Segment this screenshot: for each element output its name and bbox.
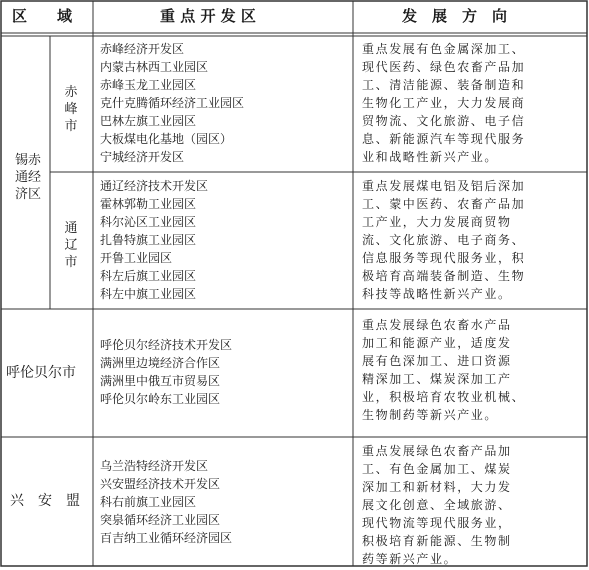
chifeng-name — [62, 84, 80, 135]
zone-item: 呼伦贝尔岭东工业园区 — [100, 392, 221, 406]
direction-line: 工产业，大力发展商贸物 — [362, 215, 512, 229]
direction-line: 信息服务等现代服务业，积 — [362, 251, 526, 265]
chifeng-direction — [362, 40, 525, 166]
direction-line: 重点发展有色金属深加工、 — [362, 42, 526, 56]
tongliao-direction — [362, 177, 525, 303]
zone-item: 科左中旗工业园区 — [100, 287, 197, 301]
direction-line: 流、文化旅游、电子商务、 — [362, 233, 526, 247]
zone-item: 扎鲁特旗工业园区 — [100, 233, 197, 247]
tongliao-name — [62, 220, 80, 271]
zone-item: 大板煤电化基地（园区） — [100, 132, 233, 146]
direction-line: 工、清洁能源、装备制造和 — [362, 78, 526, 92]
direction-line: 工、蒙中医药、农畜产品加 — [362, 197, 526, 211]
zone-item: 科右前旗工业园区 — [100, 495, 197, 509]
direction-line: 精深加工、煤炭深加工产 — [362, 372, 512, 386]
hulunbuir-name: 呼伦贝尔市 — [6, 365, 76, 381]
tongliao-name-text: 通辽市 — [64, 221, 78, 270]
direction-line: 生物制药等新兴产业。 — [362, 408, 499, 422]
direction-line: 展有色深加工、进口资源 — [362, 354, 512, 368]
direction-line: 生物化工产业，大力发展商 — [362, 96, 526, 110]
direction-line: 贸物流、文化旅游、电子信 — [362, 114, 526, 128]
group1-name — [8, 152, 48, 203]
zone-item: 通辽经济技术开发区 — [100, 179, 209, 193]
direction-line: 工、有色金属加工、煤炭 — [362, 462, 512, 476]
chifeng-zones — [100, 40, 244, 166]
zone-item: 克什克腾循环经济工业园区 — [100, 96, 245, 110]
zone-item: 科尔沁区工业园区 — [100, 215, 197, 229]
zone-item: 呼伦贝尔经济技术开发区 — [100, 338, 233, 352]
direction-line: 现代物流等现代服务业， — [362, 516, 512, 530]
direction-line: 重点发展煤电铝及铝后深加 — [362, 179, 526, 193]
zone-item: 宁城经济开发区 — [100, 150, 185, 164]
zone-item: 赤峰玉龙工业园区 — [100, 78, 197, 92]
hulunbuir-zones — [100, 336, 232, 408]
direction-line: 业，积极培育农牧业机械、 — [362, 390, 526, 404]
zone-item: 突泉循环经济工业园区 — [100, 513, 221, 527]
zone-item: 乌兰浩特经济开发区 — [100, 459, 209, 473]
direction-line: 息、新能源汽车等现代服务 — [362, 132, 526, 146]
direction-line: 加工和能源产业，适度发 — [362, 336, 512, 350]
zone-item: 开鲁工业园区 — [100, 251, 173, 265]
chifeng-name-text: 赤峰市 — [64, 85, 78, 134]
direction-line: 业和战略性新兴产业。 — [362, 150, 499, 164]
zone-item: 赤峰经济开发区 — [100, 42, 185, 56]
header-region: 区 域 — [12, 7, 73, 25]
direction-line: 积极培育新能源、生物制 — [362, 534, 512, 548]
header-zones: 重 点 开 发 区 — [160, 7, 256, 25]
zone-item: 科左后旗工业园区 — [100, 269, 197, 283]
group1-name-text: 锡赤通经济区 — [14, 153, 41, 202]
zone-item: 满洲里中俄互市贸易区 — [100, 374, 221, 388]
zone-item: 百吉纳工业循环经济园区 — [100, 531, 233, 545]
xinganmeng-zones — [100, 457, 232, 547]
zone-item: 满洲里边境经济合作区 — [100, 356, 221, 370]
direction-line: 重点发展绿色农畜产品加 — [362, 444, 512, 458]
zone-item: 兴安盟经济技术开发区 — [100, 477, 221, 491]
header-direction: 发 展 方 向 — [402, 7, 508, 25]
direction-line: 深加工和新材料，大力发 — [362, 480, 512, 494]
direction-line: 重点发展绿色农畜水产品 — [362, 318, 512, 332]
direction-line: 科技等战略性新兴产业。 — [362, 287, 512, 301]
hulunbuir-direction — [362, 316, 525, 424]
xinganmeng-direction — [362, 442, 512, 568]
zone-item: 霍林郭勒工业园区 — [100, 197, 197, 211]
zone-item: 内蒙古林西工业园区 — [100, 60, 209, 74]
tongliao-zones — [100, 177, 208, 303]
zone-item: 巴林左旗工业园区 — [100, 114, 197, 128]
direction-line: 现代医药、绿色农畜产品加 — [362, 60, 526, 74]
direction-line: 展文化创意、全域旅游、 — [362, 498, 512, 512]
xinganmeng-name: 兴 安 盟 — [10, 493, 80, 509]
direction-line: 药等新兴产业。 — [362, 552, 458, 566]
direction-line: 极培育高端装备制造、生物 — [362, 269, 526, 283]
